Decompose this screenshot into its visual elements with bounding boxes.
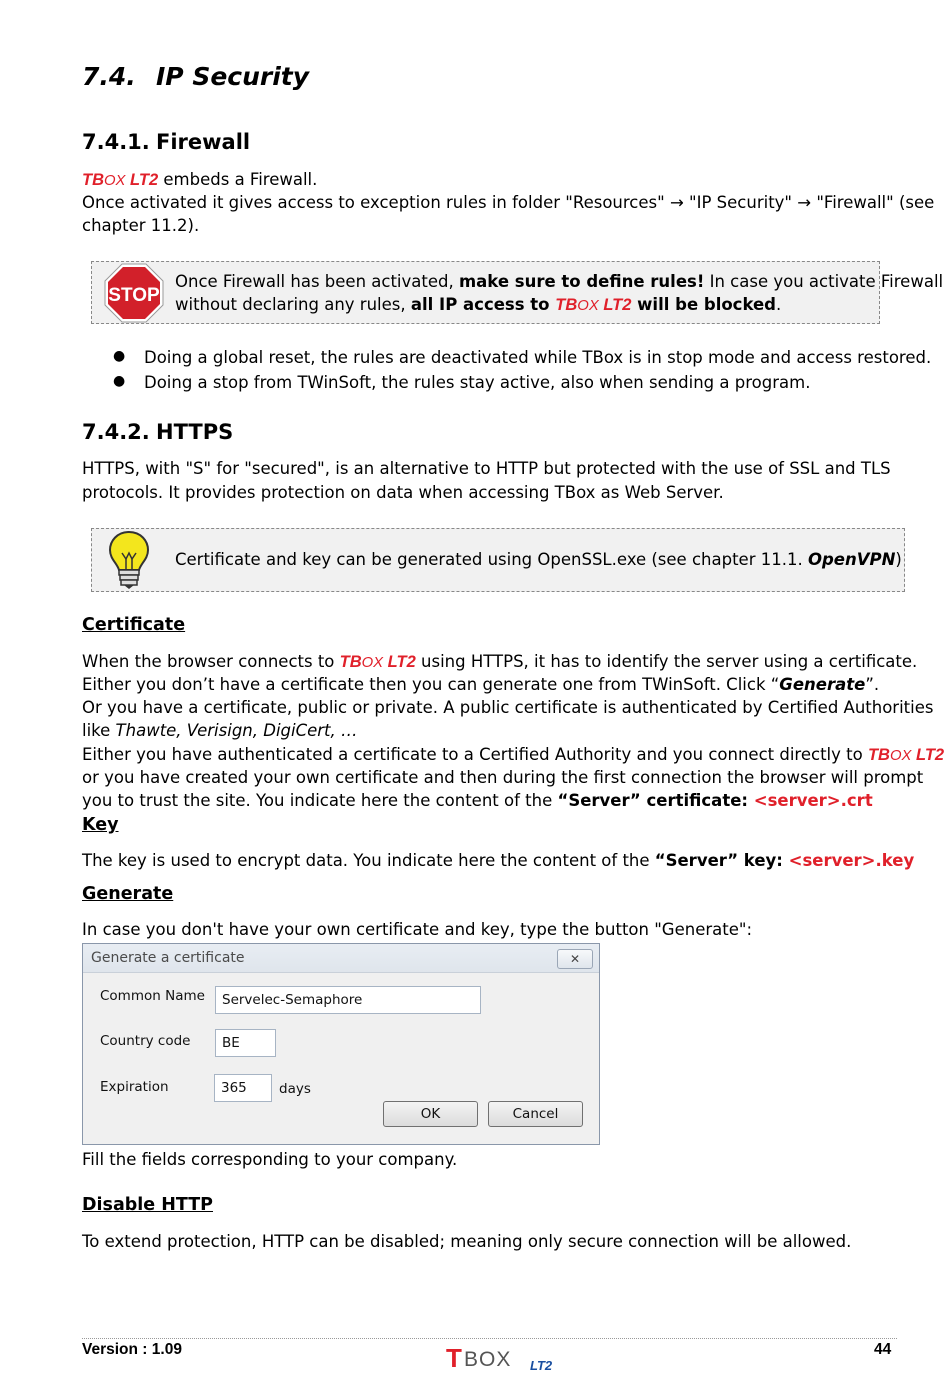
tbox-brand: TBOX LT2 [82,171,159,189]
certificate-line1: When the browser connects to TBOX LT2 using HTTPS, it has to identify the server using a certificate. [82,652,918,671]
certificate-line5: Either you have authenticated a certificate to a Certified Authority and you connect directly to TBOX LT2 [82,745,945,764]
https-heading: 7.4.2. HTTPS [82,420,234,444]
expiration-label: Expiration [100,1079,169,1095]
firewall-intro: TBOX LT2 embeds a Firewall. [82,170,318,189]
list-item: Doing a global reset, the rules are deactivated while TBox is in stop mode and access restored. [144,348,932,367]
close-icon[interactable]: ✕ [557,949,593,969]
footer-version: Version : 1.09 [82,1341,182,1358]
generate-after-text: Fill the fields corresponding to your company. [82,1150,458,1169]
tbox-logo: T BOX LT2 [446,1343,553,1373]
section-heading: 7.4. IP Security [82,62,310,91]
disable-http-heading: Disable HTTP [82,1195,213,1215]
certificate-line7: you to trust the site. You indicate here the content of the “Server” certificate: <server>.crt [82,791,873,810]
stop-sign-icon [103,262,165,324]
generate-heading: Generate [82,884,174,904]
tip-note-text: Certificate and key can be generated using OpenSSL.exe (see chapter 11.1. OpenVPN) [175,550,902,569]
svg-text:STOP: STOP [108,285,160,306]
certificate-line4: like Thawte, Verisign, DigiCert, … [82,721,358,740]
days-label: days [279,1081,311,1097]
key-line1: The key is used to encrypt data. You indicate here the content of the “Server” key: <server>.key [82,851,915,870]
dialog-title: Generate a certificate [91,950,245,966]
ok-button[interactable]: OK [383,1101,478,1127]
common-name-label: Common Name [100,988,205,1004]
stop-note [91,261,944,324]
certificate-line3: Or you have a certificate, public or private. A public certificate is authenticated by Certified Authorities [82,698,934,717]
key-heading: Key [82,815,119,835]
certificate-line2: Either you don’t have a certificate then you can generate one from TWinSoft. Click “Generate”. [82,675,880,694]
lightbulb-icon [106,529,152,591]
generate-line1: In case you don't have your own certificate and key, type the button "Generate": [82,920,753,939]
firewall-line3: chapter 11.2). [82,216,200,235]
common-name-input[interactable]: Servelec-Semaphore [215,986,481,1014]
stop-note-line1: Once Firewall has been activated, make sure to define rules! In case you activate Firewall [175,272,944,291]
firewall-heading: 7.4.1. Firewall [82,130,251,154]
tip-note [91,528,905,592]
expiration-input[interactable]: 365 [214,1074,272,1102]
cancel-button[interactable]: Cancel [488,1101,583,1127]
bullet-dot-icon: ● [113,348,126,364]
country-code-input[interactable]: BE [215,1029,276,1057]
country-code-label: Country code [100,1033,191,1049]
list-item: Doing a stop from TWinSoft, the rules stay active, also when sending a program. [144,373,811,392]
certificate-heading: Certificate [82,615,186,635]
firewall-line2: Once activated it gives access to exception rules in folder "Resources" → "IP Security" → "Firewall" (see [82,193,935,212]
stop-note-line2: without declaring any rules, all IP access to TBOX LT2 will be blocked. [175,295,782,314]
disable-http-line1: To extend protection, HTTP can be disabled; meaning only secure connection will be allowed. [82,1232,852,1251]
footer-divider [82,1338,897,1339]
certificate-line6: or you have created your own certificate and then during the first connection the browser will prompt [82,768,924,787]
dialog-title-bar [83,944,599,973]
generate-certificate-dialog [82,943,600,1145]
bullet-dot-icon: ● [113,373,126,389]
https-line2: protocols. It provides protection on data when accessing TBox as Web Server. [82,483,724,502]
https-line1: HTTPS, with "S" for "secured", is an alternative to HTTP but protected with the use of SSL and TLS [82,459,891,478]
page-number: 44 [874,1341,892,1358]
